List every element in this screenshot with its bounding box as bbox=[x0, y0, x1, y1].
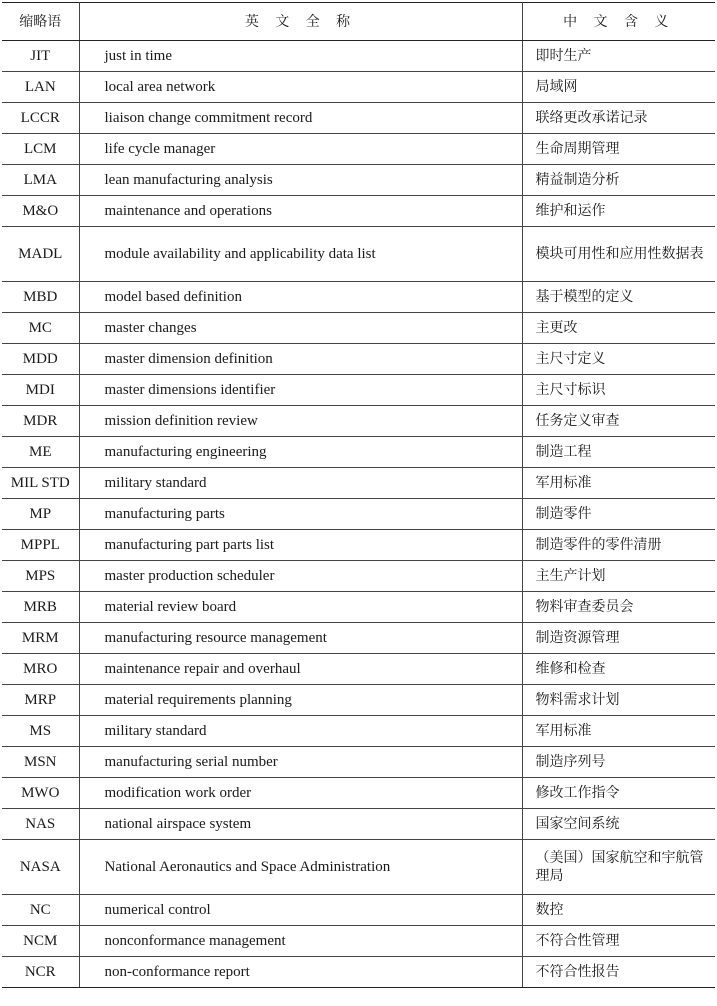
english-term-cell: life cycle manager bbox=[79, 134, 522, 165]
chinese-term-cell: 任务定义审查 bbox=[522, 406, 715, 437]
abbreviation-cell: MRM bbox=[2, 623, 79, 654]
table-row bbox=[2, 895, 715, 926]
english-term-cell: material requirements planning bbox=[79, 685, 522, 716]
table-row bbox=[2, 747, 715, 778]
abbreviation-cell: MSN bbox=[2, 747, 79, 778]
abbreviation-cell: NASA bbox=[2, 840, 79, 895]
table-row bbox=[2, 134, 715, 165]
chinese-term-cell: 不符合性报告 bbox=[522, 957, 715, 988]
english-term-cell: non-conformance report bbox=[79, 957, 522, 988]
english-term-cell: manufacturing part parts list bbox=[79, 530, 522, 561]
chinese-term-cell: 主尺寸定义 bbox=[522, 344, 715, 375]
chinese-term-cell: 精益制造分析 bbox=[522, 165, 715, 196]
chinese-term-cell: 不符合性管理 bbox=[522, 926, 715, 957]
table-row bbox=[2, 926, 715, 957]
table-row bbox=[2, 375, 715, 406]
header-chinese-meaning: 中 文 含 义 bbox=[522, 3, 715, 41]
table-row bbox=[2, 840, 715, 895]
english-term-cell: master dimension definition bbox=[79, 344, 522, 375]
table-row bbox=[2, 716, 715, 747]
chinese-term-cell: 制造零件的零件清册 bbox=[522, 530, 715, 561]
abbreviation-table bbox=[2, 2, 715, 988]
english-term-cell: military standard bbox=[79, 716, 522, 747]
chinese-term-cell: 即时生产 bbox=[522, 41, 715, 72]
chinese-term-cell: 联络更改承诺记录 bbox=[522, 103, 715, 134]
table-row bbox=[2, 530, 715, 561]
abbreviation-cell: LCCR bbox=[2, 103, 79, 134]
table-row bbox=[2, 809, 715, 840]
abbreviation-cell: NCM bbox=[2, 926, 79, 957]
english-term-cell: material review board bbox=[79, 592, 522, 623]
table-row bbox=[2, 654, 715, 685]
english-term-cell: manufacturing serial number bbox=[79, 747, 522, 778]
table-row bbox=[2, 468, 715, 499]
header-english-full-name: 英 文 全 称 bbox=[79, 3, 522, 41]
table-row bbox=[2, 592, 715, 623]
table-row bbox=[2, 685, 715, 716]
abbreviation-cell: MDI bbox=[2, 375, 79, 406]
table-row bbox=[2, 437, 715, 468]
abbreviation-cell: MDD bbox=[2, 344, 79, 375]
english-term-cell: maintenance repair and overhaul bbox=[79, 654, 522, 685]
english-term-cell: mission definition review bbox=[79, 406, 522, 437]
chinese-term-cell: 制造零件 bbox=[522, 499, 715, 530]
chinese-term-cell: 主更改 bbox=[522, 313, 715, 344]
chinese-term-cell: 数控 bbox=[522, 895, 715, 926]
english-term-cell: national airspace system bbox=[79, 809, 522, 840]
table-row bbox=[2, 165, 715, 196]
table-row bbox=[2, 778, 715, 809]
english-term-cell: local area network bbox=[79, 72, 522, 103]
english-term-cell: nonconformance management bbox=[79, 926, 522, 957]
chinese-term-cell: 物料需求计划 bbox=[522, 685, 715, 716]
table-row bbox=[2, 196, 715, 227]
table-row bbox=[2, 41, 715, 72]
table-row bbox=[2, 282, 715, 313]
english-term-cell: model based definition bbox=[79, 282, 522, 313]
english-term-cell: manufacturing engineering bbox=[79, 437, 522, 468]
table-row bbox=[2, 72, 715, 103]
abbreviation-cell: M&O bbox=[2, 196, 79, 227]
table-body bbox=[2, 41, 715, 988]
abbreviation-cell: MWO bbox=[2, 778, 79, 809]
abbreviation-cell: MPPL bbox=[2, 530, 79, 561]
abbreviation-cell: MS bbox=[2, 716, 79, 747]
abbreviation-cell: MPS bbox=[2, 561, 79, 592]
english-term-cell: master dimensions identifier bbox=[79, 375, 522, 406]
abbreviation-cell: MBD bbox=[2, 282, 79, 313]
chinese-term-cell: 制造序列号 bbox=[522, 747, 715, 778]
table-row bbox=[2, 957, 715, 988]
abbreviation-cell: MADL bbox=[2, 227, 79, 282]
table-row bbox=[2, 406, 715, 437]
abbreviation-cell: NC bbox=[2, 895, 79, 926]
english-term-cell: just in time bbox=[79, 41, 522, 72]
table-row bbox=[2, 344, 715, 375]
abbreviation-cell: LAN bbox=[2, 72, 79, 103]
english-term-cell: module availability and applicability data list bbox=[79, 227, 522, 282]
table-row bbox=[2, 103, 715, 134]
chinese-term-cell: 模块可用性和应用性数据表 bbox=[522, 227, 715, 282]
abbreviation-cell: MRO bbox=[2, 654, 79, 685]
chinese-term-cell: 修改工作指令 bbox=[522, 778, 715, 809]
chinese-term-cell: 局域网 bbox=[522, 72, 715, 103]
abbreviation-cell: MP bbox=[2, 499, 79, 530]
english-term-cell: National Aeronautics and Space Administration bbox=[79, 840, 522, 895]
english-term-cell: master changes bbox=[79, 313, 522, 344]
chinese-term-cell: 生命周期管理 bbox=[522, 134, 715, 165]
header-abbreviation: 缩略语 bbox=[2, 3, 79, 41]
english-term-cell: liaison change commitment record bbox=[79, 103, 522, 134]
abbreviation-cell: NCR bbox=[2, 957, 79, 988]
chinese-term-cell: 主尺寸标识 bbox=[522, 375, 715, 406]
chinese-term-cell: 维修和检查 bbox=[522, 654, 715, 685]
english-term-cell: manufacturing resource management bbox=[79, 623, 522, 654]
english-term-cell: maintenance and operations bbox=[79, 196, 522, 227]
abbreviation-cell: MC bbox=[2, 313, 79, 344]
abbreviation-cell: MIL STD bbox=[2, 468, 79, 499]
abbreviation-cell: MRB bbox=[2, 592, 79, 623]
english-term-cell: modification work order bbox=[79, 778, 522, 809]
header-row bbox=[2, 3, 715, 41]
chinese-term-cell: 国家空间系统 bbox=[522, 809, 715, 840]
chinese-term-cell: 主生产计划 bbox=[522, 561, 715, 592]
abbreviation-cell: MRP bbox=[2, 685, 79, 716]
english-term-cell: manufacturing parts bbox=[79, 499, 522, 530]
table-row bbox=[2, 313, 715, 344]
chinese-term-cell: 军用标准 bbox=[522, 468, 715, 499]
table-row bbox=[2, 561, 715, 592]
chinese-term-cell: 物料审查委员会 bbox=[522, 592, 715, 623]
chinese-term-cell: （美国）国家航空和宇航管理局 bbox=[522, 840, 715, 895]
chinese-term-cell: 基于模型的定义 bbox=[522, 282, 715, 313]
table-row bbox=[2, 623, 715, 654]
chinese-term-cell: 制造资源管理 bbox=[522, 623, 715, 654]
english-term-cell: lean manufacturing analysis bbox=[79, 165, 522, 196]
chinese-term-cell: 制造工程 bbox=[522, 437, 715, 468]
abbreviation-cell: ME bbox=[2, 437, 79, 468]
table-header bbox=[2, 3, 715, 41]
table-row bbox=[2, 499, 715, 530]
english-term-cell: military standard bbox=[79, 468, 522, 499]
chinese-term-cell: 军用标准 bbox=[522, 716, 715, 747]
english-term-cell: master production scheduler bbox=[79, 561, 522, 592]
abbreviation-cell: LCM bbox=[2, 134, 79, 165]
abbreviation-cell: LMA bbox=[2, 165, 79, 196]
chinese-term-cell: 维护和运作 bbox=[522, 196, 715, 227]
table-row bbox=[2, 227, 715, 282]
english-term-cell: numerical control bbox=[79, 895, 522, 926]
abbreviation-cell: NAS bbox=[2, 809, 79, 840]
abbreviation-cell: MDR bbox=[2, 406, 79, 437]
abbreviation-cell: JIT bbox=[2, 41, 79, 72]
